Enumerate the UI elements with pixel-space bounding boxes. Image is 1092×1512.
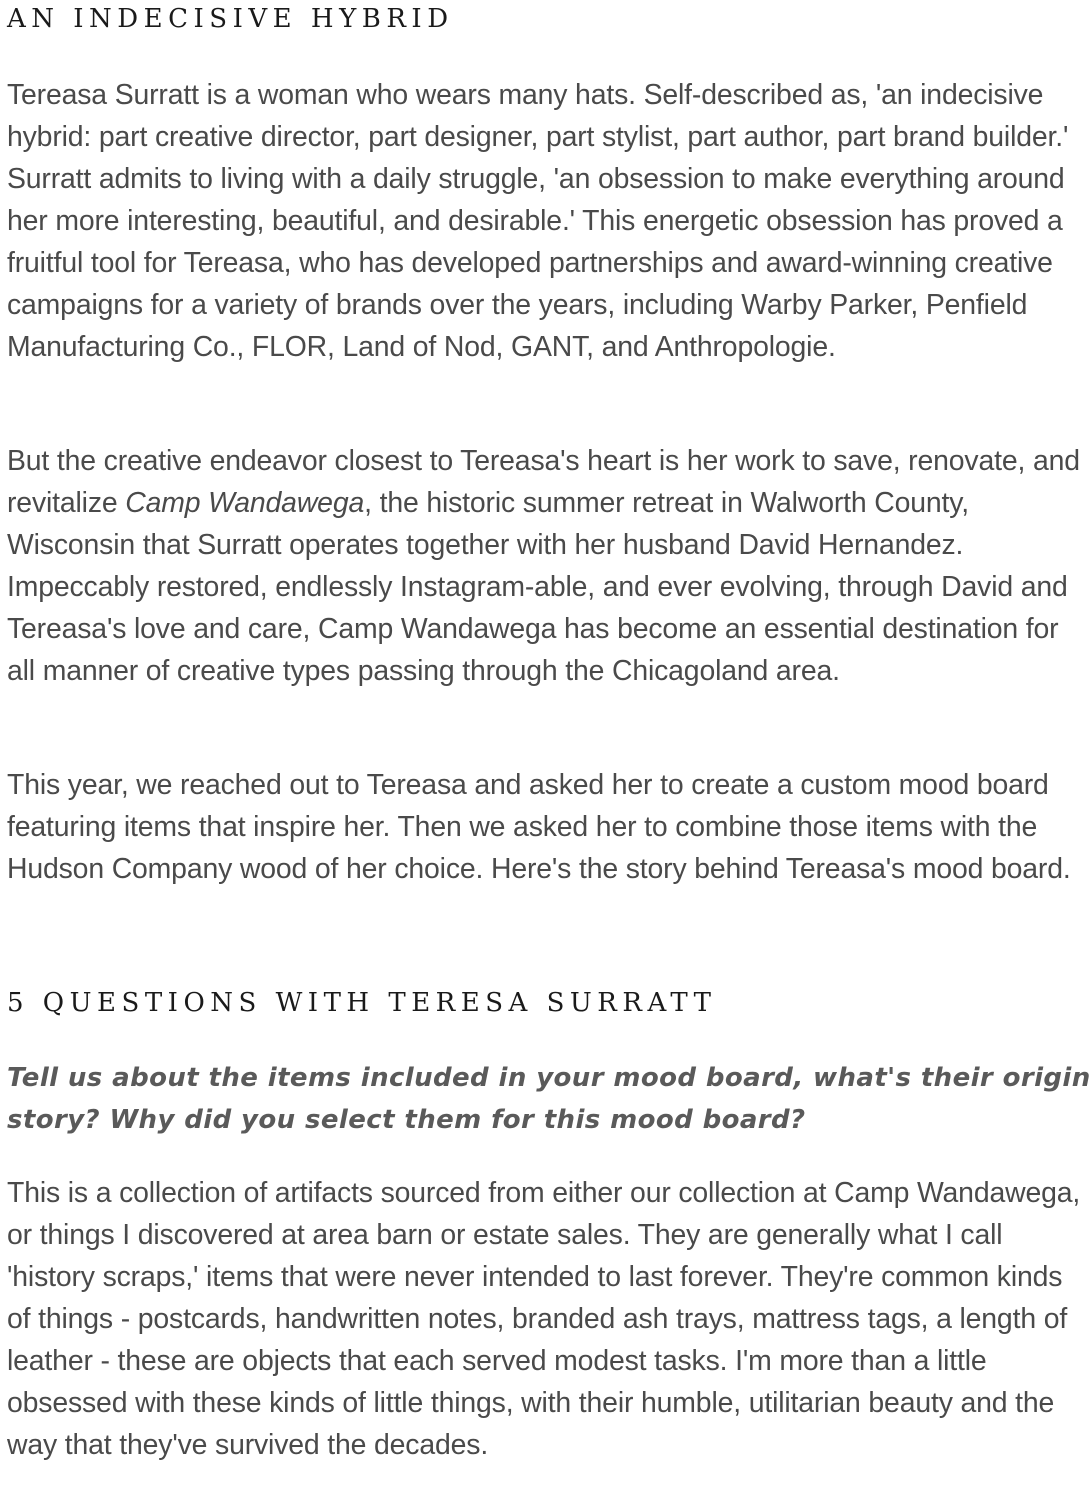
camp-name-emphasis: Camp Wandawega <box>125 487 365 519</box>
question-1: Tell us about the items included in your mood board, what's their origin story? Why did you select them for this mood board? <box>7 1063 1091 1135</box>
mood-board-paragraph: This year, we reached out to Tereasa and asked her to create a custom mood board featuring items that inspire her. Then we asked her to combine those items with the Hudson Company wood of her choice. Here's the story behind Tereasa's mood board. <box>7 769 1071 885</box>
camp-paragraph-end: , the historic summer retreat in Walworth County, Wisconsin that Surratt operates together with her husband David Hernandez. Impeccably restored, endlessly Instagram-able, and ever evolving, through David and Tereasa's love and care, Camp Wandawega has become an essential destination for all manner of creative types passing through the Chicagoland area. <box>7 487 1068 687</box>
section-heading-hybrid: AN INDECISIVE HYBRID <box>7 4 454 34</box>
section-heading-questions: 5 QUESTIONS WITH TERESA SURRATT <box>7 988 717 1018</box>
camp-paragraph-start: But the creative endeavor closest to Tereasa's heart is her work to save, renovate, and revitalize <box>7 445 1080 519</box>
answer-1: This is a collection of artifacts sourced from either our collection at Camp Wandawega, or things I discovered at area barn or estate sales. They are generally what I call 'history scraps,' items that were never intended to last forever. They're common kinds of things - postcards, handwritten notes, branded ash trays, mattress tags, a length of leather - these are objects that each served modest tasks. I'm more than a little obsessed with these kinds of little things, with their humble, utilitarian beauty and the way that they've survived the decades. <box>7 1177 1081 1461</box>
intro-paragraph: Tereasa Surratt is a woman who wears many hats. Self-described as, 'an indecisive hybrid: part creative director, part designer, part stylist, part author, part brand builder.' Surratt admits to living with a daily struggle, 'an obsession to make everything around her more interesting, beautiful, and desirable.' This energetic obsession has proved a fruitful tool for Tereasa, who has developed partnerships and award-winning creative campaigns for a variety of brands over the years, including Warby Parker, Penfield Manufacturing Co., FLOR, Land of Nod, GANT, and Anthropologie. <box>7 79 1069 363</box>
camp-paragraph <box>7 440 1092 692</box>
